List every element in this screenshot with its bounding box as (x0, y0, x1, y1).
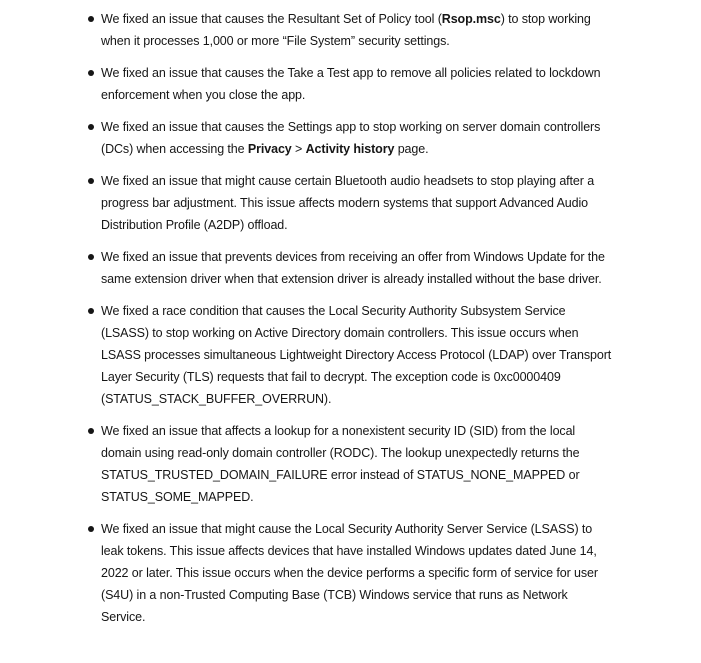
item-text: We fixed a race condition that causes the Local Security Authority Subsystem Service (LSASS) to stop working on Active Directory domain controllers. This issue occurs when LSASS processes simultaneous Lightweight Directory Access Protocol (LDAP) over Transport Layer Security (TLS) requests that fail to decrypt. The exception code is 0xc0000409 (STATUS_STACK_BUFFER_OVERRUN). (101, 304, 612, 406)
item-text: We fixed an issue that causes the Settings app to stop working on server domain controllers (DCs) when accessing the (101, 120, 601, 156)
item-bold-text: Rsop.msc (441, 12, 501, 26)
list-item (101, 246, 613, 290)
list-item (101, 170, 613, 236)
item-bold-text: Privacy (247, 142, 292, 156)
item-text: page. (394, 142, 429, 156)
list-item (101, 300, 613, 410)
item-text: We fixed an issue that affects a lookup for a nonexistent security ID (SID) from the local domain using read-only domain controller (RODC). The lookup unexpectedly returns the STATUS_TRUSTED_DOMAIN_FAILURE error instead of STATUS_NONE_MAPPED or STATUS_SOME_MAPPED. (101, 424, 580, 504)
item-bold-text: Activity history (305, 142, 395, 156)
item-text: > (291, 142, 306, 156)
list-item (101, 518, 613, 628)
item-text: We fixed an issue that prevents devices from receiving an offer from Windows Update for the same extension driver when that extension driver is already installed without the base driver. (101, 250, 605, 286)
list-item (101, 420, 613, 508)
list-item (101, 8, 613, 52)
item-text: We fixed an issue that might cause certain Bluetooth audio headsets to stop playing after a progress bar adjustment. This issue affects modern systems that support Advanced Audio Distribution Profile (A2DP) offload. (101, 174, 595, 232)
item-text: We fixed an issue that might cause the Local Security Authority Server Service (LSASS) to leak tokens. This issue affects devices that have installed Windows updates dated June 14, 2022 or later. This issue occurs when the device performs a specific form of service for user (S4U) in a non-Trusted Computing Base (TCB) Windows service that runs as Network Service. (101, 522, 598, 624)
item-text: We fixed an issue that causes the Take a Test app to remove all policies related to lockdown enforcement when you close the app. (101, 66, 601, 102)
release-notes-list (0, 8, 613, 628)
item-text: ) to stop working when it processes 1,000 or more “File System” security settings. (101, 12, 591, 48)
list-item (101, 62, 613, 106)
item-text: We fixed an issue that causes the Resultant Set of Policy tool ( (101, 12, 442, 26)
list-item (101, 116, 613, 160)
